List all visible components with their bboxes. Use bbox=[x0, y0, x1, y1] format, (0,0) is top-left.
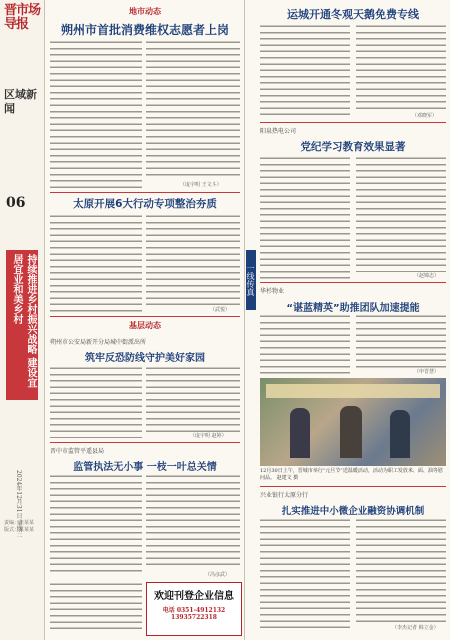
person-figure bbox=[390, 410, 410, 458]
article-kicker: 阳泉热电公司 bbox=[260, 128, 297, 135]
article-right-bottom bbox=[260, 490, 446, 517]
sidebar bbox=[0, 0, 45, 640]
article-body bbox=[50, 474, 142, 574]
article-source: （李杰记者 韩立金） bbox=[392, 625, 439, 631]
article-left-bottom bbox=[50, 446, 240, 473]
article-body bbox=[146, 366, 240, 432]
news-photo bbox=[260, 378, 446, 466]
section-name: 区域新闻 bbox=[4, 88, 37, 115]
article-body bbox=[50, 40, 142, 190]
masthead-title: 晋市场导报 bbox=[4, 3, 41, 32]
page-number: 06 bbox=[6, 195, 26, 211]
article-headline: 朔州市首批消费维权志愿者上岗 bbox=[60, 23, 229, 37]
article-headline: 扎实推进中小微企业融资协调机制 bbox=[281, 506, 425, 517]
article-body bbox=[356, 314, 446, 368]
article-body bbox=[146, 214, 240, 306]
divider bbox=[50, 442, 240, 443]
person-figure bbox=[340, 406, 362, 458]
article-headline: “谌蓝精英”助推团队加速提能 bbox=[286, 303, 420, 314]
article-body bbox=[260, 314, 350, 374]
article-body bbox=[146, 474, 240, 570]
band-label: 一线传真 bbox=[246, 250, 256, 310]
article-source: （庞宇明 赵婷） bbox=[190, 433, 227, 439]
banner-in-photo bbox=[266, 384, 440, 398]
editor-credits: 责编：张某某 版式：某某某 bbox=[4, 520, 35, 533]
divider bbox=[260, 122, 446, 123]
article-left-mid bbox=[50, 196, 240, 211]
article-left-low bbox=[50, 320, 240, 364]
article-source: （冯彦武） bbox=[205, 572, 231, 578]
photo-caption: 12月30日上午，晋城市举行“元旦节”送温暖活动，活动为职工发放米、面、油等慰问品。 赵建文 摄 bbox=[260, 468, 443, 481]
article-right-mid2 bbox=[260, 286, 446, 314]
article-headline: 太原开展6大行动专项整治夯质 bbox=[73, 198, 217, 210]
ad-box bbox=[146, 582, 242, 636]
article-body bbox=[260, 156, 350, 280]
article-body bbox=[50, 214, 142, 314]
article-kicker: 兴业银行太原分行 bbox=[260, 492, 309, 499]
article-kicker: 基层动态 bbox=[129, 320, 161, 330]
article-body bbox=[356, 156, 446, 272]
article-right-top bbox=[260, 6, 446, 22]
issue-date: 2024年12月31日 星期二 bbox=[15, 470, 22, 539]
divider bbox=[260, 486, 446, 487]
slogan-text: 持续推进乡村振兴战略 建设宜居宜业和美乡村 bbox=[11, 254, 36, 388]
divider bbox=[50, 192, 240, 193]
divider bbox=[260, 282, 446, 283]
article-body bbox=[260, 24, 350, 120]
article-kicker: 华杉物业 bbox=[260, 288, 285, 295]
masthead-logo bbox=[4, 4, 42, 40]
article-headline: 筑牢反恐防线守护美好家园 bbox=[85, 353, 205, 364]
article-source: （申晋慧） bbox=[414, 369, 440, 375]
article-headline: 监管执法无小事 一枝一叶总关情 bbox=[73, 462, 217, 473]
slogan-banner bbox=[6, 250, 38, 400]
article-body bbox=[260, 518, 350, 632]
person-figure bbox=[290, 408, 310, 458]
article-headline: 运城开通冬观天鹅免费专线 bbox=[287, 8, 419, 21]
article-body bbox=[146, 40, 240, 180]
article-source: （庞宇明 王文斗） bbox=[180, 182, 222, 188]
ad-title: 欢迎刊登企业信息 bbox=[154, 591, 234, 602]
ad-mobile: 13935722318 bbox=[171, 614, 217, 621]
column-divider bbox=[244, 0, 245, 640]
article-subheading: 朔州市公安局新开分局城中街派出所 bbox=[50, 339, 147, 346]
article-source: （赵锦志） bbox=[414, 273, 440, 279]
article-source: （邓晓军） bbox=[412, 113, 438, 119]
article-subheading: 晋中市监管平遥县局 bbox=[50, 448, 105, 455]
article-source: （武悦） bbox=[210, 307, 231, 313]
notice-block bbox=[50, 582, 142, 634]
article-body bbox=[356, 518, 446, 622]
article-headline: 党纪学习教育效果显著 bbox=[300, 141, 406, 153]
article-body bbox=[356, 24, 446, 112]
divider bbox=[50, 316, 240, 317]
article-body bbox=[50, 366, 142, 438]
article-right-mid bbox=[260, 126, 446, 154]
article-kicker: 地市动态 bbox=[129, 6, 161, 16]
article-left-top bbox=[50, 6, 240, 38]
ad-phone: 电话 0351-4912132 bbox=[162, 607, 226, 614]
